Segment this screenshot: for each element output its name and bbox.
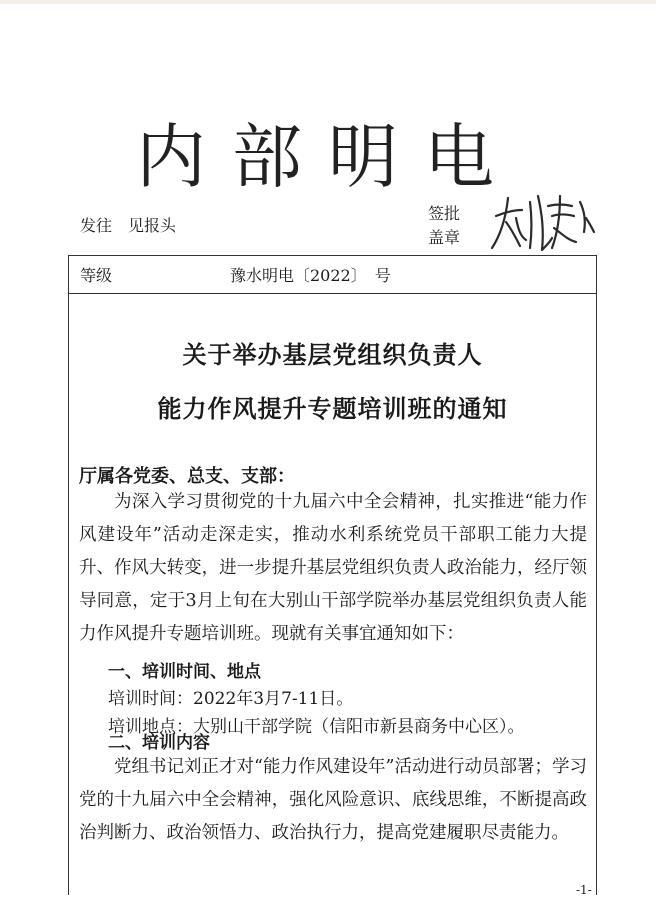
scan-edge bbox=[0, 0, 656, 4]
page-title: 内部明电 bbox=[136, 116, 520, 198]
seal-label: 盖章 bbox=[428, 228, 461, 247]
training-time: 培训时间：2022年3月7-11日。 bbox=[108, 689, 354, 709]
document-number: 豫水明电〔2022〕 号 bbox=[230, 266, 391, 285]
grade-label: 等级 bbox=[80, 266, 113, 285]
section-heading-time-place: 一、培训时间、地点 bbox=[108, 662, 261, 682]
content-paragraph: 党组书记刘正才对“能力作风建设年”活动进行动员部署；学习党的十九届六中全会精神，强化风险意识、底线思维，不断提高政治判断力、政治领悟力、政治执行力，提高党建履职尽责能力。 bbox=[79, 757, 587, 843]
section-heading-content: 二、培训内容 bbox=[108, 733, 210, 753]
document-title-line-2: 能力作风提升专题培训班的通知 bbox=[157, 394, 508, 423]
intro-paragraph: 为深入学习贯彻党的十九届六中全会精神，扎实推进“能力作风建设年”活动走深走实，推动水利系统党员干部职工能力大提升、作风大转变，进一步提升基层党组织负责人政治能力，经厅领导同意，定于3月上旬在大别山干部学院举办基层党组织负责人能力作风提升专题培训班。现就有关事宜通知如下： bbox=[79, 492, 587, 644]
training-location: 培训地点：大别山干部学院（信阳市新县商务中心区）。 bbox=[108, 717, 525, 737]
handwritten-signature bbox=[486, 188, 596, 258]
sign-label: 签批 bbox=[428, 204, 461, 223]
send-to: 发往 见报头 bbox=[80, 216, 177, 235]
document-title-line-1: 关于举办基层党组织负责人 bbox=[182, 340, 483, 369]
grade-row bbox=[68, 255, 597, 294]
page-number: -1- bbox=[576, 883, 592, 897]
salutation: 厅属各党委、总支、支部： bbox=[79, 466, 295, 487]
